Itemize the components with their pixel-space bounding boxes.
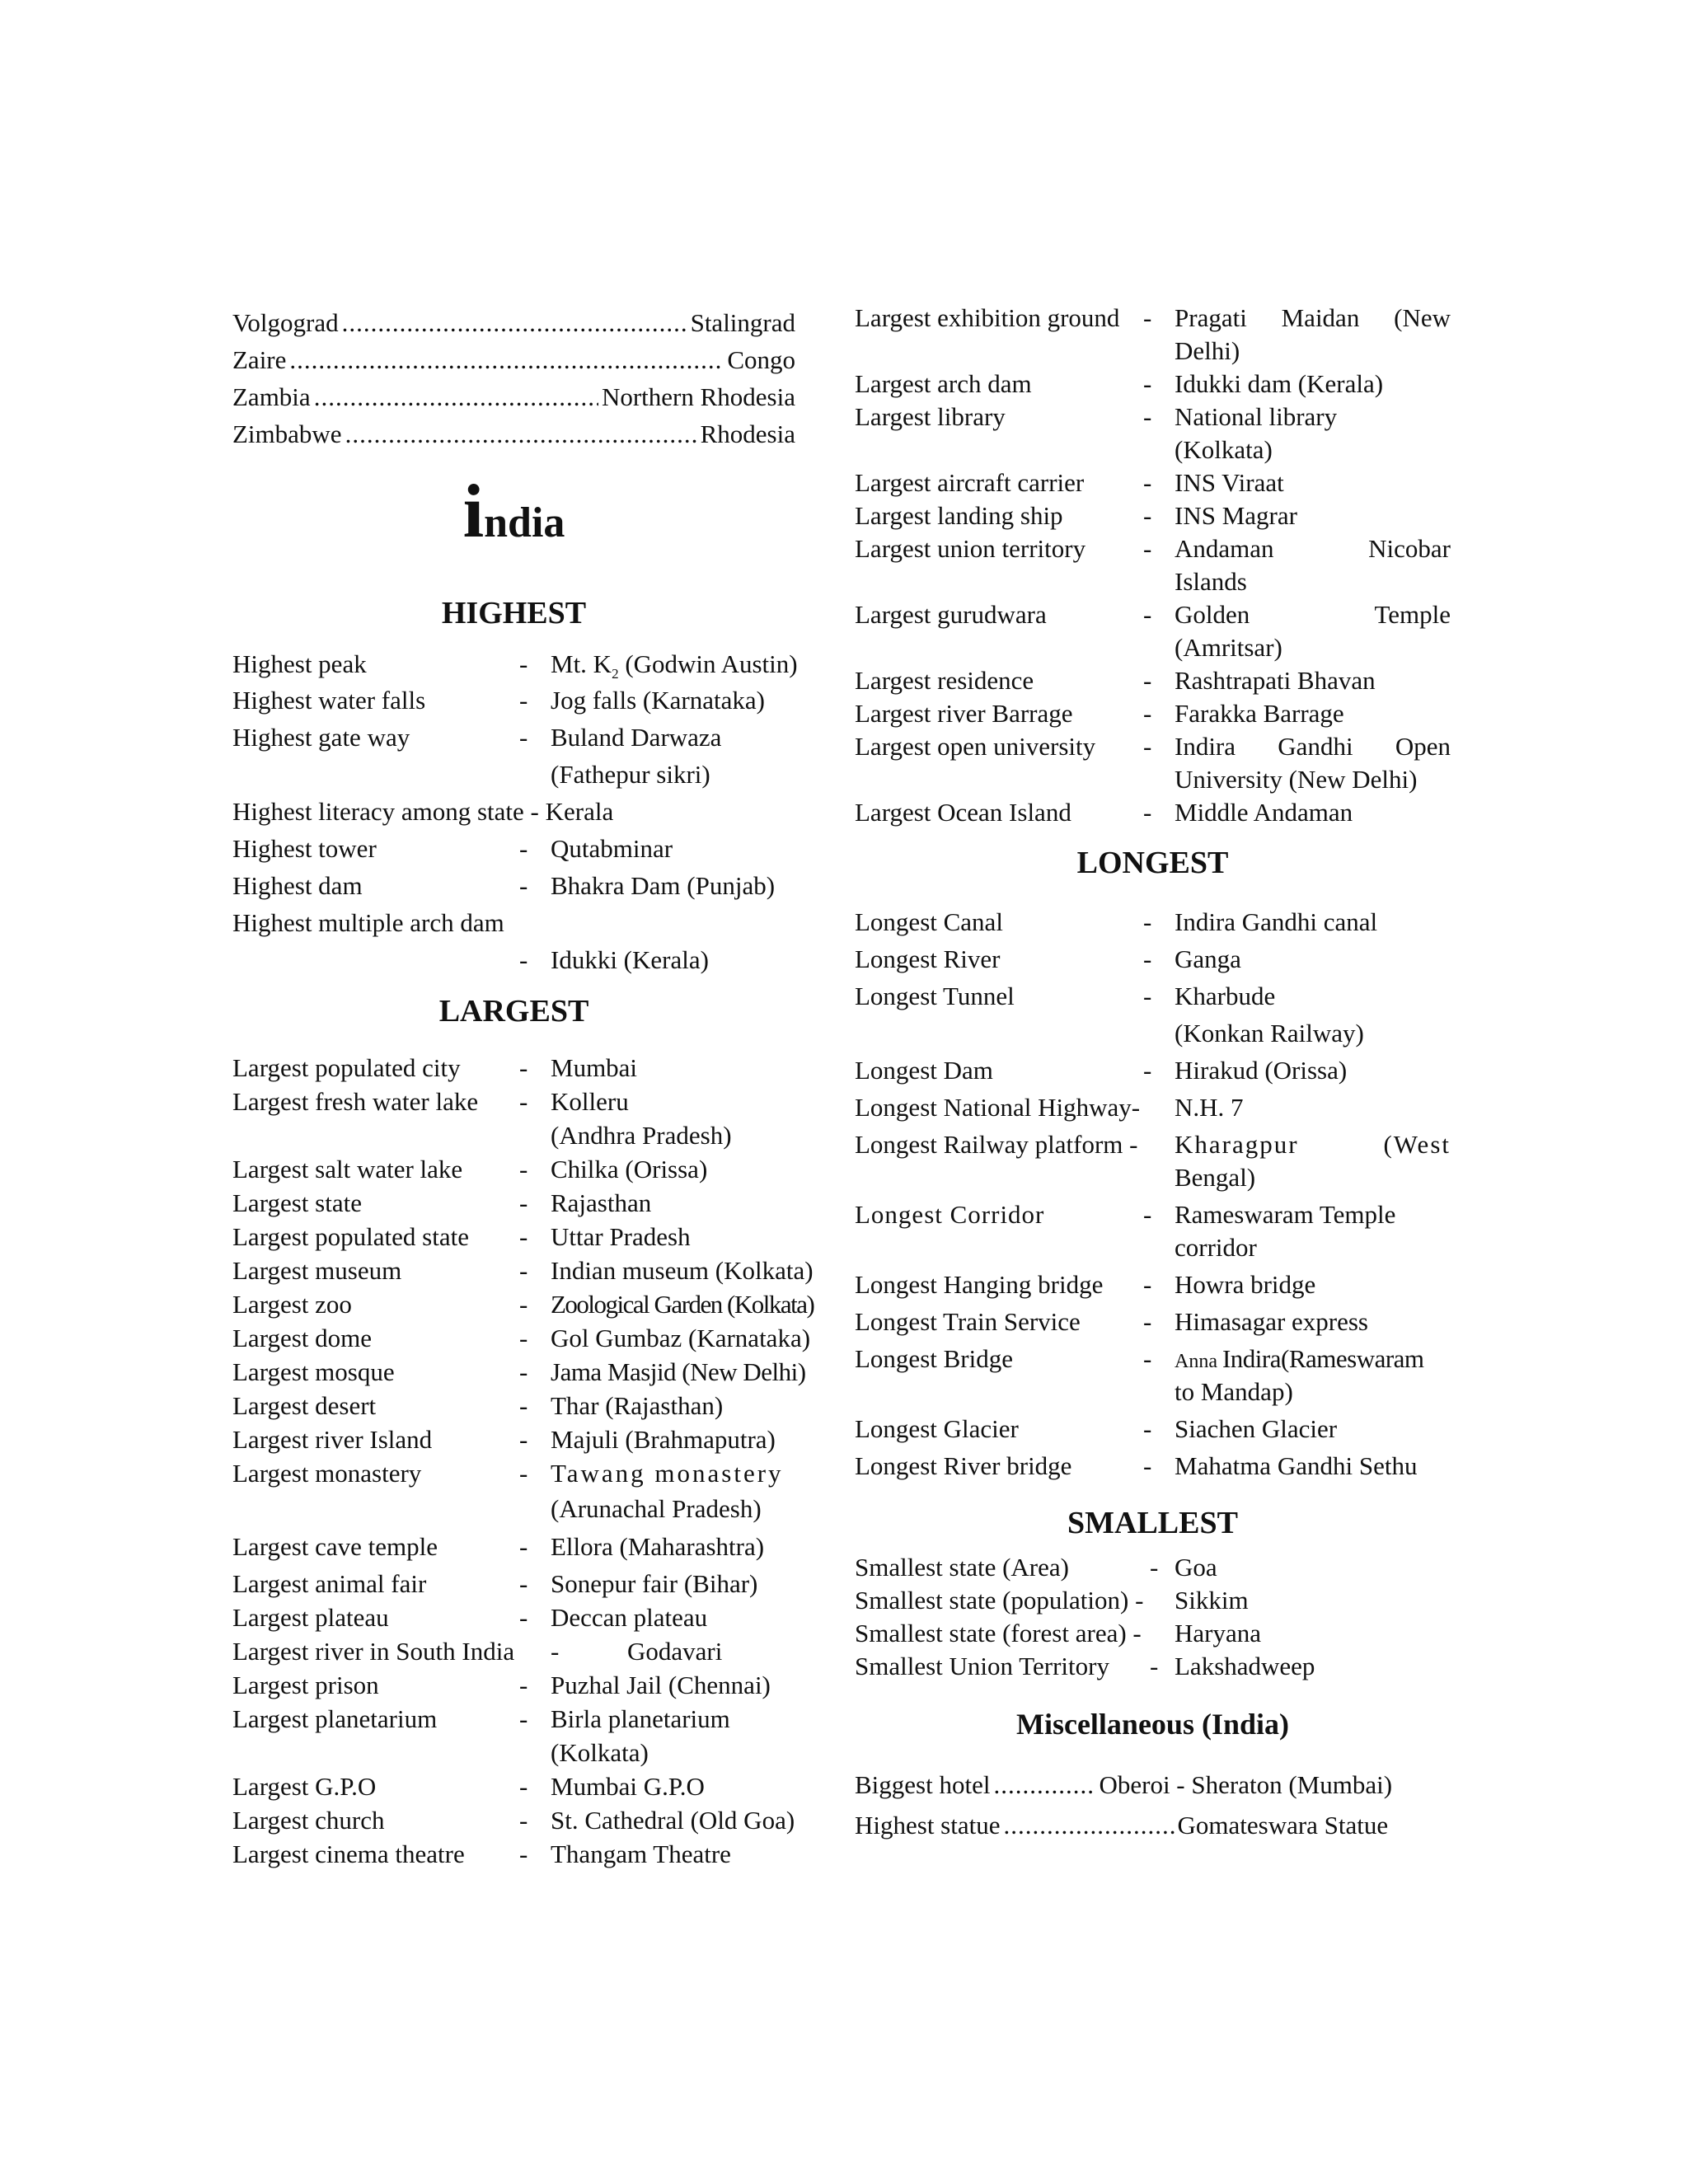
list-item: Zaire ..... Congo <box>232 344 795 377</box>
section-heading-miscellaneous: Miscellaneous (India) <box>1015 1708 1289 1741</box>
list-item: Highest statue ..... Gomateswara Statue <box>855 1809 1423 1842</box>
list-item: Zimbabwe ..... Rhodesia <box>232 418 795 451</box>
list-item: Biggest hotel ..... Oberoi - Sheraton (Mumbai) <box>855 1769 1423 1802</box>
section-heading-longest: LONGEST <box>1076 846 1229 880</box>
section-heading-smallest: SMALLEST <box>1067 1506 1238 1540</box>
list-item: Zambia ..... Northern Rhodesia <box>232 381 795 414</box>
page-title: india <box>462 469 565 553</box>
list-item: Volgograd ..... Stalingrad <box>232 307 795 340</box>
section-heading-largest: LARGEST <box>438 994 589 1029</box>
section-heading-highest: HIGHEST <box>441 596 587 630</box>
